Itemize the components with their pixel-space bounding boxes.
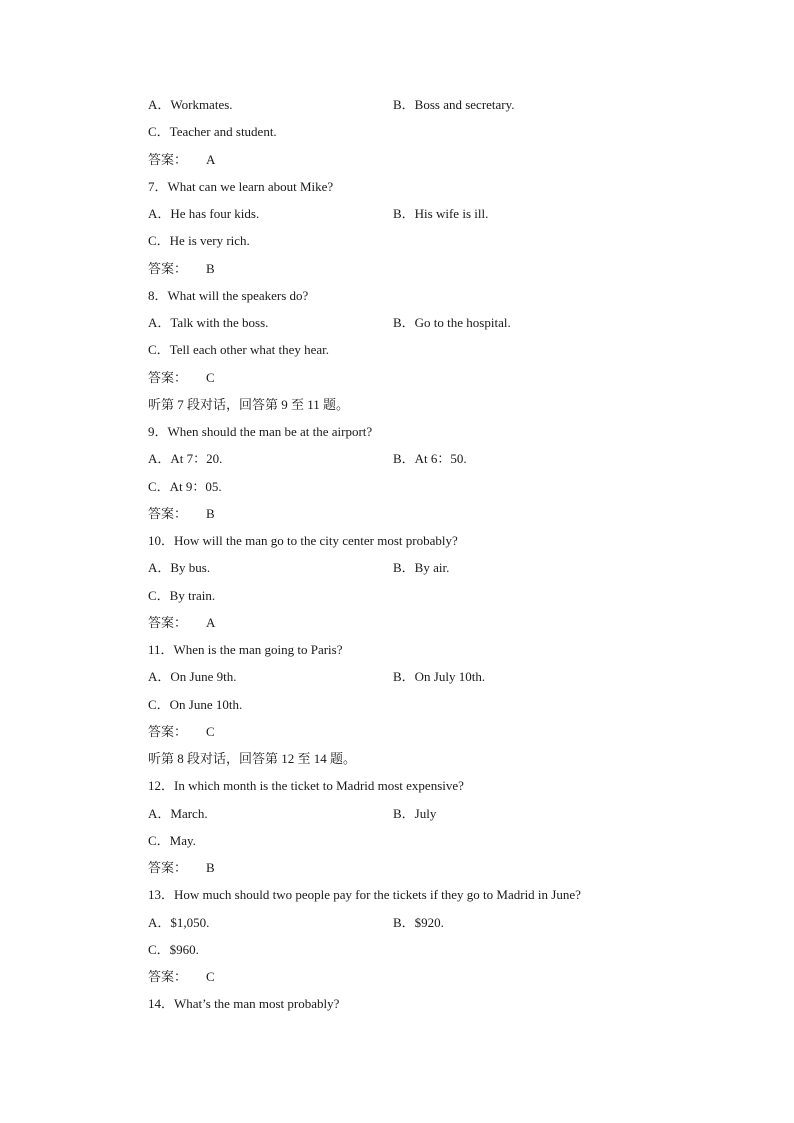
answer-label: 答案： bbox=[148, 506, 188, 521]
answer-value: B bbox=[206, 261, 215, 276]
option-b: B．At 6：50. bbox=[393, 451, 467, 466]
answer-label: 答案： bbox=[148, 370, 188, 385]
option-b: B．$920. bbox=[393, 915, 444, 930]
text-line: 7．What can we learn about Mike? bbox=[148, 179, 334, 194]
text-line: 听第 8 段对话，回答第 12 至 14 题。 bbox=[148, 751, 357, 766]
answer-value: B bbox=[206, 506, 215, 521]
text-line: 10．How will the man go to the city center most probably? bbox=[148, 533, 458, 548]
text-line: 13．How much should two people pay for the tickets if they go to Madrid in June? bbox=[148, 887, 581, 902]
option-a: A．At 7：20. bbox=[148, 451, 223, 466]
answer-label: 答案： bbox=[148, 152, 188, 167]
answer-label: 答案： bbox=[148, 724, 188, 739]
answer-label: 答案： bbox=[148, 261, 188, 276]
option-b: B．His wife is ill. bbox=[393, 206, 489, 221]
answer-value: B bbox=[206, 860, 215, 875]
answer-line bbox=[148, 858, 215, 878]
text-line: C．By train. bbox=[148, 588, 216, 603]
answer-value: C bbox=[206, 724, 215, 739]
answer-line bbox=[148, 368, 215, 388]
answer-line bbox=[148, 967, 215, 987]
text-line: C．He is very rich. bbox=[148, 233, 250, 248]
text-line: 9．When should the man be at the airport? bbox=[148, 424, 373, 439]
text-line: C．Tell each other what they hear. bbox=[148, 342, 330, 357]
answer-value: A bbox=[206, 152, 216, 167]
answer-line bbox=[148, 259, 215, 279]
text-line: C．$960. bbox=[148, 942, 199, 957]
option-b: B．Go to the hospital. bbox=[393, 315, 511, 330]
text-line: C．Teacher and student. bbox=[148, 124, 277, 139]
option-a: A．$1,050. bbox=[148, 915, 210, 930]
answer-line bbox=[148, 150, 215, 170]
answer-value: A bbox=[206, 615, 216, 630]
answer-line bbox=[148, 722, 215, 742]
option-a: A．Talk with the boss. bbox=[148, 315, 269, 330]
option-b: B．By air. bbox=[393, 560, 450, 575]
text-line: 听第 7 段对话，回答第 9 至 11 题。 bbox=[148, 397, 350, 412]
answer-label: 答案： bbox=[148, 969, 188, 984]
text-line: C．May. bbox=[148, 833, 196, 848]
text-line: 11．When is the man going to Paris? bbox=[148, 642, 343, 657]
answer-label: 答案： bbox=[148, 615, 188, 630]
text-line: 14．What’s the man most probably? bbox=[148, 996, 340, 1011]
answer-value: C bbox=[206, 969, 215, 984]
option-b: B．Boss and secretary. bbox=[393, 97, 515, 112]
answer-line bbox=[148, 504, 215, 524]
answer-label: 答案： bbox=[148, 860, 188, 875]
option-a: A．March. bbox=[148, 806, 208, 821]
text-line: 8．What will the speakers do? bbox=[148, 288, 309, 303]
option-a: A．By bus. bbox=[148, 560, 211, 575]
text-line: C．At 9：05. bbox=[148, 479, 222, 494]
option-a: A．On June 9th. bbox=[148, 669, 237, 684]
option-a: A．Workmates. bbox=[148, 97, 233, 112]
text-line: C．On June 10th. bbox=[148, 697, 243, 712]
text-line: 12．In which month is the ticket to Madrid most expensive? bbox=[148, 778, 464, 793]
option-a: A．He has four kids. bbox=[148, 206, 260, 221]
answer-line bbox=[148, 613, 215, 633]
answer-value: C bbox=[206, 370, 215, 385]
option-b: B．On July 10th. bbox=[393, 669, 486, 684]
option-b: B．July bbox=[393, 806, 437, 821]
